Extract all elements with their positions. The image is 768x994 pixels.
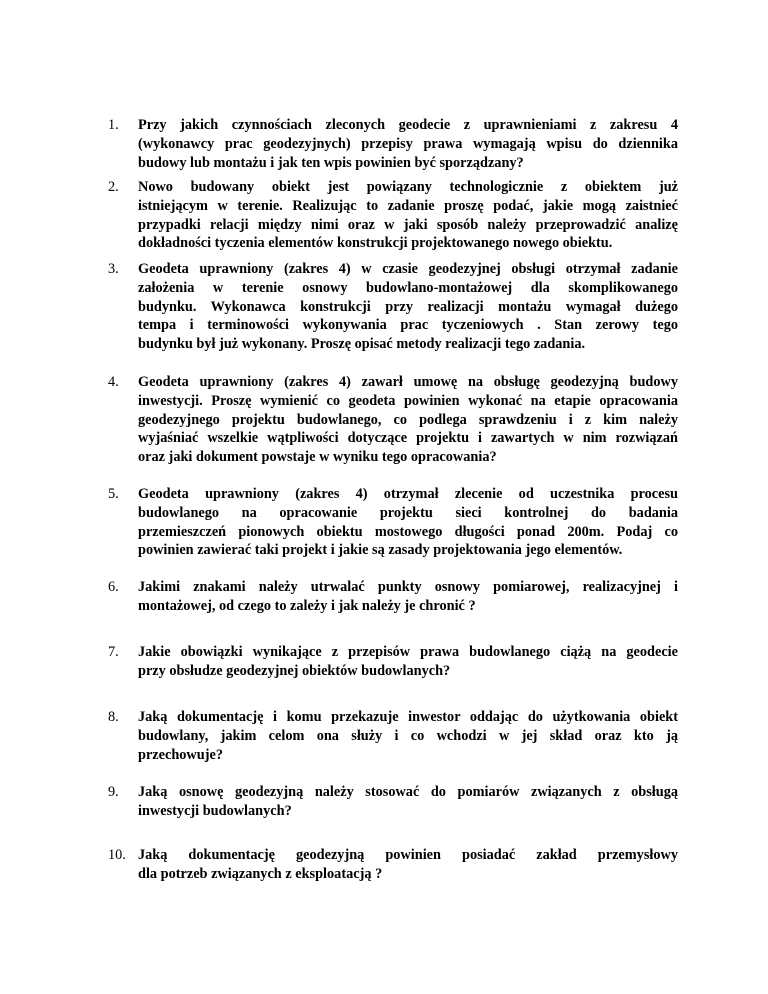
question-number: 2. xyxy=(108,179,119,195)
question-9 xyxy=(108,783,678,821)
question-line: budowlany, jakim celom ona służy i co wchodzi w jej skład oraz kto ją xyxy=(138,727,678,744)
question-line: powinien zawierać taki projekt i jakie są zasady projektowania jego elementów. xyxy=(138,542,623,559)
question-text xyxy=(138,708,678,764)
question-8 xyxy=(108,708,678,764)
question-line: Jakimi znakami należy utrwalać punkty osnowy pomiarowej, realizacyjnej i xyxy=(138,579,678,595)
question-line: (wykonawcy prac geodezyjnych) przepisy prawa wymagają wpisu do dziennika xyxy=(138,135,678,152)
question-10 xyxy=(108,846,678,884)
question-number: 1. xyxy=(108,117,119,133)
question-line: założenia w terenie osnowy budowlano-montażowej dla skomplikowanego xyxy=(138,279,678,296)
question-6 xyxy=(108,578,678,616)
question-number: 6. xyxy=(108,579,119,595)
question-line: Geodeta uprawniony (zakres 4) zawarł umowę na obsługę geodezyjną budowy xyxy=(138,374,678,390)
question-3 xyxy=(108,260,678,354)
question-text xyxy=(138,116,678,172)
question-text xyxy=(138,643,678,681)
question-text xyxy=(138,260,678,354)
question-line: wyjaśniać wszelkie wątpliwości dotyczące projektu i zawartych w nim rozwiązań xyxy=(138,430,678,447)
question-number: 8. xyxy=(108,709,119,725)
question-line: budynku był już wykonany. Proszę opisać metody realizacji tego zadania. xyxy=(138,336,586,353)
question-number: 4. xyxy=(108,374,119,390)
question-line: Jakie obowiązki wynikające z przepisów prawa budowlanego ciążą na geodecie xyxy=(138,644,678,660)
question-text xyxy=(138,485,678,560)
question-line: geodezyjnego projektu budowlanego, co podlega sprawdzeniu i z kim należy xyxy=(138,411,678,428)
question-text xyxy=(138,373,678,467)
question-line: Nowo budowany obiekt jest powiązany technologicznie z obiektem już xyxy=(138,179,678,195)
question-text xyxy=(138,578,678,616)
question-number: 3. xyxy=(108,261,119,277)
question-text xyxy=(138,178,678,253)
question-number: 5. xyxy=(108,486,119,502)
question-line: budowy lub montażu i jak ten wpis powinien być sporządzany? xyxy=(138,154,524,171)
question-line: Geodeta uprawniony (zakres 4) otrzymał zlecenie od uczestnika procesu xyxy=(138,486,678,502)
question-number: 7. xyxy=(108,644,119,660)
question-line: inwestycji. Proszę wymienić co geodeta powinien wykonać na etapie opracowania xyxy=(138,392,678,409)
question-4 xyxy=(108,373,678,467)
question-number: 10. xyxy=(108,847,126,863)
question-line: Jaką dokumentację geodezyjną powinien posiadać zakład przemysłowy xyxy=(138,847,678,863)
question-number: 9. xyxy=(108,784,119,800)
question-1 xyxy=(108,116,678,172)
question-line: montażowej, od czego to zależy i jak należy je chronić ? xyxy=(138,597,476,614)
question-line: tempa i terminowości wykonywania prac tyczeniowych . Stan zerowy tego xyxy=(138,317,678,334)
question-line: dla potrzeb związanych z eksploatacją ? xyxy=(138,865,383,882)
question-line: inwestycji budowlanych? xyxy=(138,802,292,819)
question-text xyxy=(138,846,678,884)
question-line: Przy jakich czynnościach zleconych geodecie z uprawnieniami z zakresu 4 xyxy=(138,117,678,133)
question-line: przechowuje? xyxy=(138,746,223,763)
question-line: budowlanego na opracowanie projektu sieci kontrolnej do badania xyxy=(138,504,678,521)
question-line: budynku. Wykonawca konstrukcji przy realizacji montażu wymagał dużego xyxy=(138,298,678,315)
question-2 xyxy=(108,178,678,253)
question-line: oraz jaki dokument powstaje w wyniku tego opracowania? xyxy=(138,449,497,466)
question-line: dokładności tyczenia elementów konstrukcji projektowanego nowego obiektu. xyxy=(138,235,613,252)
question-line: Jaką osnowę geodezyjną należy stosować do pomiarów związanych z obsługą xyxy=(138,784,678,800)
question-line: Jaką dokumentację i komu przekazuje inwestor oddając do użytkowania obiekt xyxy=(138,709,678,725)
question-text xyxy=(138,783,678,821)
question-7 xyxy=(108,643,678,681)
question-5 xyxy=(108,485,678,560)
question-line: przypadki relacji między nimi oraz w jaki sposób należy przeprowadzić analizę xyxy=(138,216,678,233)
question-line: przemieszczeń pionowych obiektu mostowego długości ponad 200m. Podaj co xyxy=(138,523,678,540)
question-line: istniejącym w terenie. Realizując to zadanie proszę podać, jakie mogą zaistnieć xyxy=(138,197,678,214)
question-line: przy obsłudze geodezyjnej obiektów budowlanych? xyxy=(138,662,451,679)
question-line: Geodeta uprawniony (zakres 4) w czasie geodezyjnej obsługi otrzymał zadanie xyxy=(138,261,678,277)
